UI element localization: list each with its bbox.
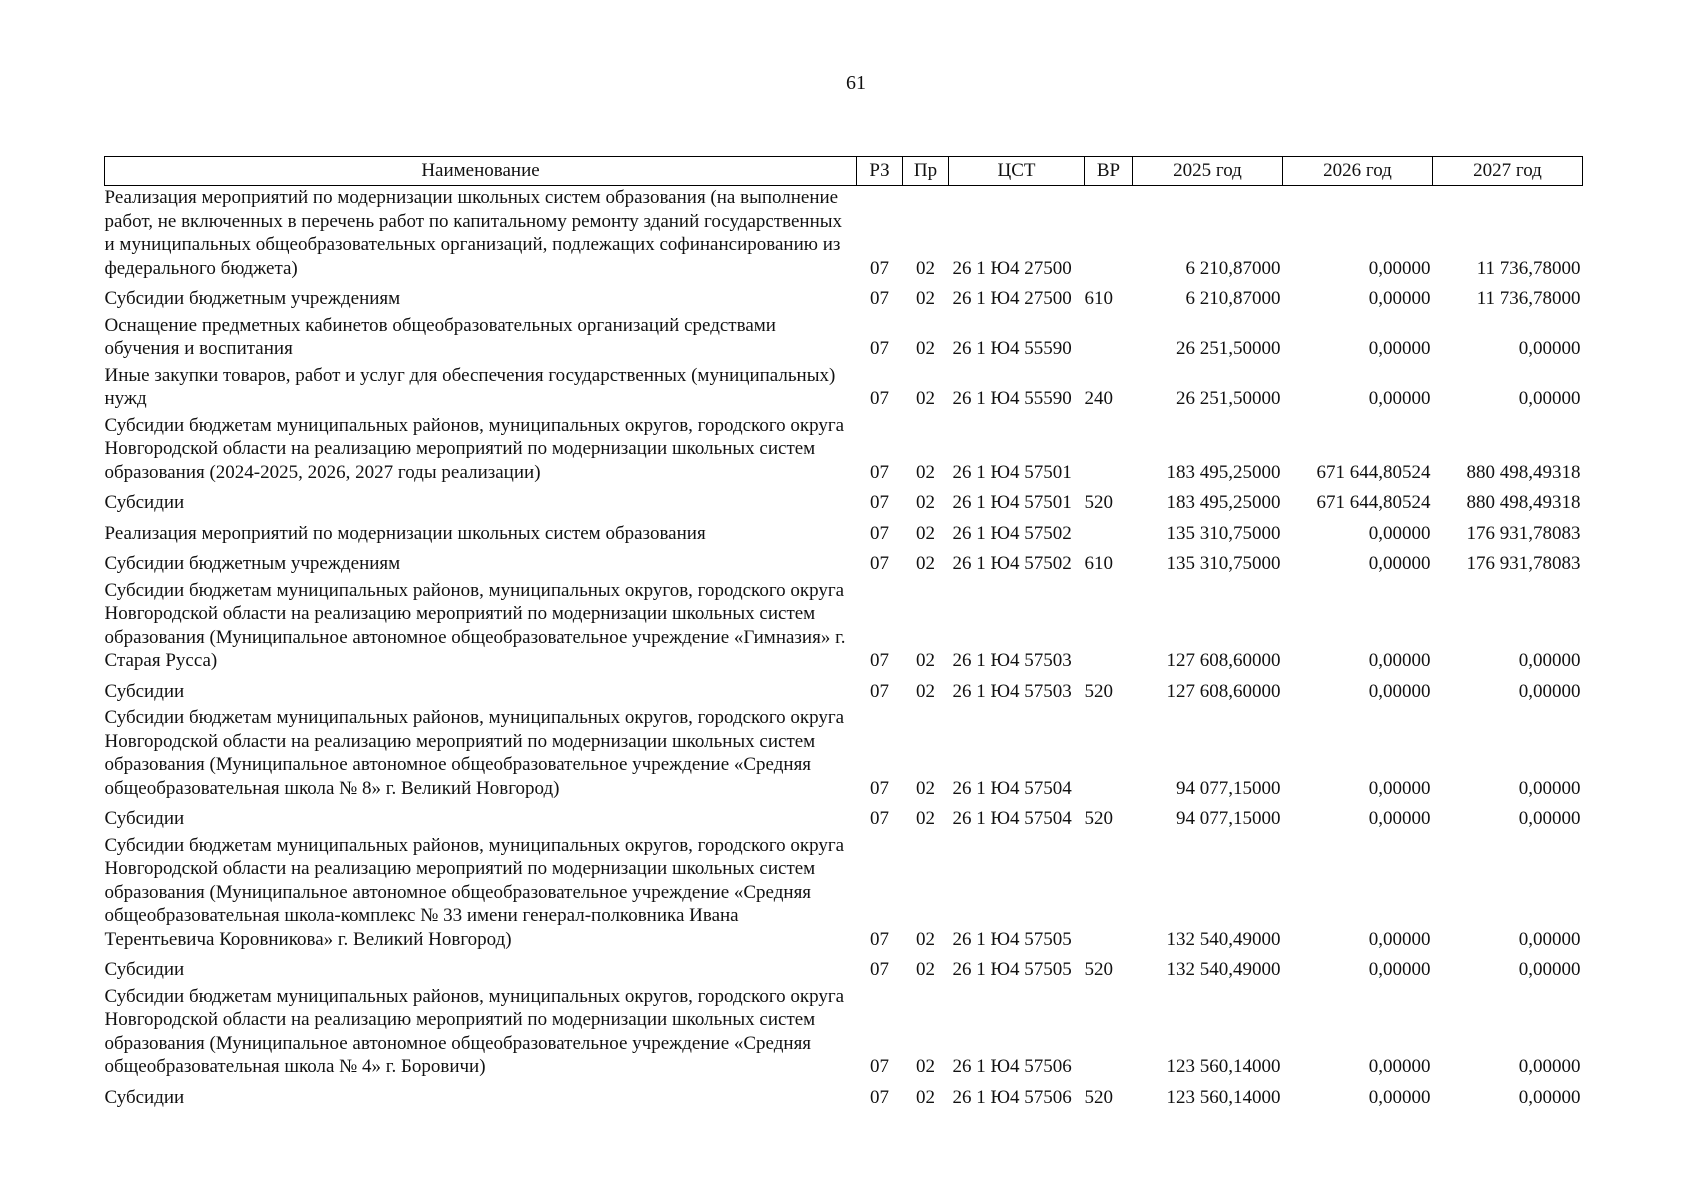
row-2027: 0,00000 <box>1518 928 1581 950</box>
row-rz: 07 <box>870 553 889 574</box>
header-name: Наименование <box>105 157 857 186</box>
row-2025: 123 560,14000 <box>1166 1086 1281 1108</box>
row-2026: 0,00000 <box>1368 650 1431 671</box>
row-2027: 880 498,49318 <box>1466 492 1581 513</box>
row-name: Реализация мероприятий по модернизации школьных систем образования <box>104 522 706 544</box>
row-pr: 02 <box>916 492 935 513</box>
row-rz: 07 <box>870 650 889 671</box>
table-row <box>105 834 1583 955</box>
row-rz: 07 <box>870 338 889 359</box>
table-row <box>105 314 1583 364</box>
row-name: Иные закупки товаров, работ и услуг для обеспечения государственных (муниципальных) нужд <box>104 364 836 409</box>
row-name: Субсидии бюджетным учреждениям <box>104 288 401 309</box>
row-cst: 26 1 Ю4 57504 <box>952 808 1072 829</box>
row-name: Субсидии бюджетам муниципальных районов, муниципальных округов, городского округа Новгородской области на реализацию мероприятий по модернизации школьных систем образования (Муниципальное автономное общеобразовательное учреждение «Средняя общеобразовательная школа № 4» г. Боровичи) <box>104 985 845 1077</box>
row-2027: 0,00000 <box>1518 808 1581 829</box>
row-2026: 0,00000 <box>1368 522 1431 544</box>
row-2026: 0,00000 <box>1368 1056 1431 1077</box>
table-row <box>105 676 1583 707</box>
row-cst: 26 1 Ю4 57505 <box>952 959 1072 980</box>
table-row <box>105 518 1583 549</box>
budget-table <box>104 156 1583 1112</box>
row-name: Субсидии <box>104 808 185 829</box>
row-2025: 26 251,50000 <box>1176 338 1281 359</box>
row-cst: 26 1 Ю4 57506 <box>952 1056 1072 1077</box>
row-2026: 0,00000 <box>1368 257 1431 279</box>
table-row <box>105 985 1583 1082</box>
row-name: Субсидии бюджетам муниципальных районов, муниципальных округов, городского округа Новгородской области на реализацию мероприятий по модернизации школьных систем образования (Муниципальное автономное общеобразовательное учреждение «Средняя общеобразовательная школа-комплекс № 33 имени генерал-полковника Ивана Терентьевича Коровникова» г. Великий Новгород) <box>104 834 845 950</box>
row-cst: 26 1 Ю4 57503 <box>952 650 1072 671</box>
row-2027: 0,00000 <box>1518 1086 1581 1108</box>
row-name: Субсидии <box>104 680 185 702</box>
row-2026: 0,00000 <box>1368 680 1431 702</box>
row-2025: 123 560,14000 <box>1166 1056 1281 1077</box>
row-2025: 132 540,49000 <box>1166 928 1281 950</box>
row-pr: 02 <box>916 928 935 950</box>
row-2026: 0,00000 <box>1368 808 1431 829</box>
row-2026: 0,00000 <box>1368 338 1431 359</box>
table-row <box>105 548 1583 579</box>
row-2025: 6 210,87000 <box>1185 288 1281 309</box>
table-body <box>105 186 1583 1113</box>
header-rz: РЗ <box>857 157 903 186</box>
row-pr: 02 <box>916 959 935 980</box>
row-rz: 07 <box>870 461 889 483</box>
row-2026: 671 644,80524 <box>1316 492 1431 513</box>
row-cst: 26 1 Ю4 57504 <box>952 777 1072 799</box>
row-cst: 26 1 Ю4 55590 <box>952 388 1072 409</box>
row-vr: 520 <box>1084 959 1113 980</box>
row-name: Субсидии <box>104 492 185 513</box>
table-row <box>105 283 1583 314</box>
row-2027: 0,00000 <box>1518 388 1581 409</box>
row-rz: 07 <box>870 1086 889 1108</box>
header-2027: 2027 год <box>1433 157 1583 186</box>
row-2025: 94 077,15000 <box>1176 777 1281 799</box>
row-vr: 520 <box>1084 808 1113 829</box>
row-2027: 0,00000 <box>1518 777 1581 799</box>
row-pr: 02 <box>916 522 935 544</box>
row-2026: 0,00000 <box>1368 553 1431 574</box>
row-2026: 671 644,80524 <box>1316 461 1431 483</box>
row-2025: 183 495,25000 <box>1166 492 1281 513</box>
row-cst: 26 1 Ю4 57505 <box>952 928 1072 950</box>
row-vr: 520 <box>1084 492 1113 513</box>
row-rz: 07 <box>870 522 889 544</box>
row-cst: 26 1 Ю4 57502 <box>952 553 1072 574</box>
row-vr: 520 <box>1084 680 1113 702</box>
row-pr: 02 <box>916 1056 935 1077</box>
row-cst: 26 1 Ю4 27500 <box>952 288 1072 309</box>
row-rz: 07 <box>870 777 889 799</box>
row-2027: 880 498,49318 <box>1466 461 1581 483</box>
row-vr <box>1085 414 1133 488</box>
row-pr: 02 <box>916 288 935 309</box>
row-cst: 26 1 Ю4 57506 <box>952 1086 1072 1108</box>
row-pr: 02 <box>916 338 935 359</box>
row-vr: 610 <box>1084 553 1113 574</box>
row-rz: 07 <box>870 388 889 409</box>
row-name: Оснащение предметных кабинетов общеобразовательных организаций средствами обучения и воспитания <box>104 314 776 359</box>
row-2026: 0,00000 <box>1368 777 1431 799</box>
row-2025: 94 077,15000 <box>1176 808 1281 829</box>
row-2026: 0,00000 <box>1368 388 1431 409</box>
row-vr <box>1085 834 1133 955</box>
row-2025: 132 540,49000 <box>1166 959 1281 980</box>
row-rz: 07 <box>870 959 889 980</box>
table-row <box>105 579 1583 676</box>
row-2027: 0,00000 <box>1518 650 1581 671</box>
row-2027: 11 736,78000 <box>1476 288 1581 309</box>
row-2027: 176 931,78083 <box>1466 522 1581 544</box>
row-2025: 6 210,87000 <box>1185 257 1281 279</box>
header-2025: 2025 год <box>1133 157 1283 186</box>
row-2026: 0,00000 <box>1368 928 1431 950</box>
row-name: Субсидии <box>104 1086 185 1108</box>
row-2025: 135 310,75000 <box>1166 553 1281 574</box>
row-pr: 02 <box>916 1086 935 1108</box>
row-cst: 26 1 Ю4 27500 <box>952 257 1072 279</box>
row-cst: 26 1 Ю4 57501 <box>952 492 1072 513</box>
row-2027: 176 931,78083 <box>1466 553 1581 574</box>
row-pr: 02 <box>916 777 935 799</box>
row-2025: 183 495,25000 <box>1166 461 1281 483</box>
row-2027: 0,00000 <box>1518 680 1581 702</box>
row-pr: 02 <box>916 680 935 702</box>
row-rz: 07 <box>870 1056 889 1077</box>
table-row <box>105 364 1583 414</box>
row-name: Субсидии <box>104 959 185 980</box>
row-vr: 240 <box>1084 388 1113 409</box>
row-pr: 02 <box>916 257 935 279</box>
row-vr: 610 <box>1084 288 1113 309</box>
header-2026: 2026 год <box>1283 157 1433 186</box>
table-row <box>105 186 1583 284</box>
row-rz: 07 <box>870 288 889 309</box>
row-pr: 02 <box>916 388 935 409</box>
row-vr <box>1085 706 1133 803</box>
row-name: Реализация мероприятий по модернизации школьных систем образования (на выполнение работ, не включенных в перечень работ по капитальному ремонту зданий государственных и муниципальных общеобразовательных организаций, подлежащих софинансированию из федерального бюджета) <box>104 187 843 279</box>
row-2025: 127 608,60000 <box>1166 650 1281 671</box>
row-pr: 02 <box>916 650 935 671</box>
row-2027: 0,00000 <box>1518 959 1581 980</box>
row-vr <box>1085 579 1133 676</box>
table-row <box>105 487 1583 518</box>
row-pr: 02 <box>916 461 935 483</box>
row-vr: 520 <box>1084 1086 1113 1108</box>
row-rz: 07 <box>870 257 889 279</box>
row-rz: 07 <box>870 680 889 702</box>
row-cst: 26 1 Ю4 57502 <box>952 522 1072 544</box>
table-row <box>105 954 1583 985</box>
row-2026: 0,00000 <box>1368 288 1431 309</box>
row-2026: 0,00000 <box>1368 959 1431 980</box>
table-row <box>105 706 1583 803</box>
table-row <box>105 803 1583 834</box>
row-pr: 02 <box>916 808 935 829</box>
table-row <box>105 1082 1583 1113</box>
row-name: Субсидии бюджетным учреждениям <box>104 553 401 574</box>
row-2025: 135 310,75000 <box>1166 522 1281 544</box>
row-name: Субсидии бюджетам муниципальных районов, муниципальных округов, городского округа Новгородской области на реализацию мероприятий по модернизации школьных систем образования (Муниципальное автономное общеобразовательное учреждение «Средняя общеобразовательная школа № 8» г. Великий Новгород) <box>104 707 845 799</box>
table-header-row <box>105 157 1583 186</box>
header-pr: Пр <box>903 157 949 186</box>
header-cst: ЦСТ <box>949 157 1085 186</box>
row-vr <box>1085 985 1133 1082</box>
header-vr: ВР <box>1085 157 1133 186</box>
row-vr <box>1085 314 1133 364</box>
row-vr <box>1085 518 1133 549</box>
page-number: 61 <box>846 72 866 94</box>
row-2025: 26 251,50000 <box>1176 388 1281 409</box>
row-vr <box>1085 186 1133 284</box>
row-cst: 26 1 Ю4 57501 <box>952 461 1072 483</box>
row-2026: 0,00000 <box>1368 1086 1431 1108</box>
row-2027: 0,00000 <box>1518 338 1581 359</box>
row-cst: 26 1 Ю4 55590 <box>952 338 1072 359</box>
row-name: Субсидии бюджетам муниципальных районов, муниципальных округов, городского округа Новгородской области на реализацию мероприятий по модернизации школьных систем образования (Муниципальное автономное общеобразовательное учреждение «Гимназия» г. Старая Русса) <box>104 579 846 671</box>
row-2027: 11 736,78000 <box>1476 257 1581 279</box>
row-pr: 02 <box>916 553 935 574</box>
row-rz: 07 <box>870 492 889 513</box>
row-2027: 0,00000 <box>1518 1056 1581 1077</box>
row-2025: 127 608,60000 <box>1166 680 1281 702</box>
row-name: Субсидии бюджетам муниципальных районов, муниципальных округов, городского округа Новгородской области на реализацию мероприятий по модернизации школьных систем образования (2024-2025, 2026, 2027 годы реализации) <box>104 414 845 483</box>
row-rz: 07 <box>870 928 889 950</box>
row-cst: 26 1 Ю4 57503 <box>952 680 1072 702</box>
row-rz: 07 <box>870 808 889 829</box>
table-row <box>105 414 1583 488</box>
